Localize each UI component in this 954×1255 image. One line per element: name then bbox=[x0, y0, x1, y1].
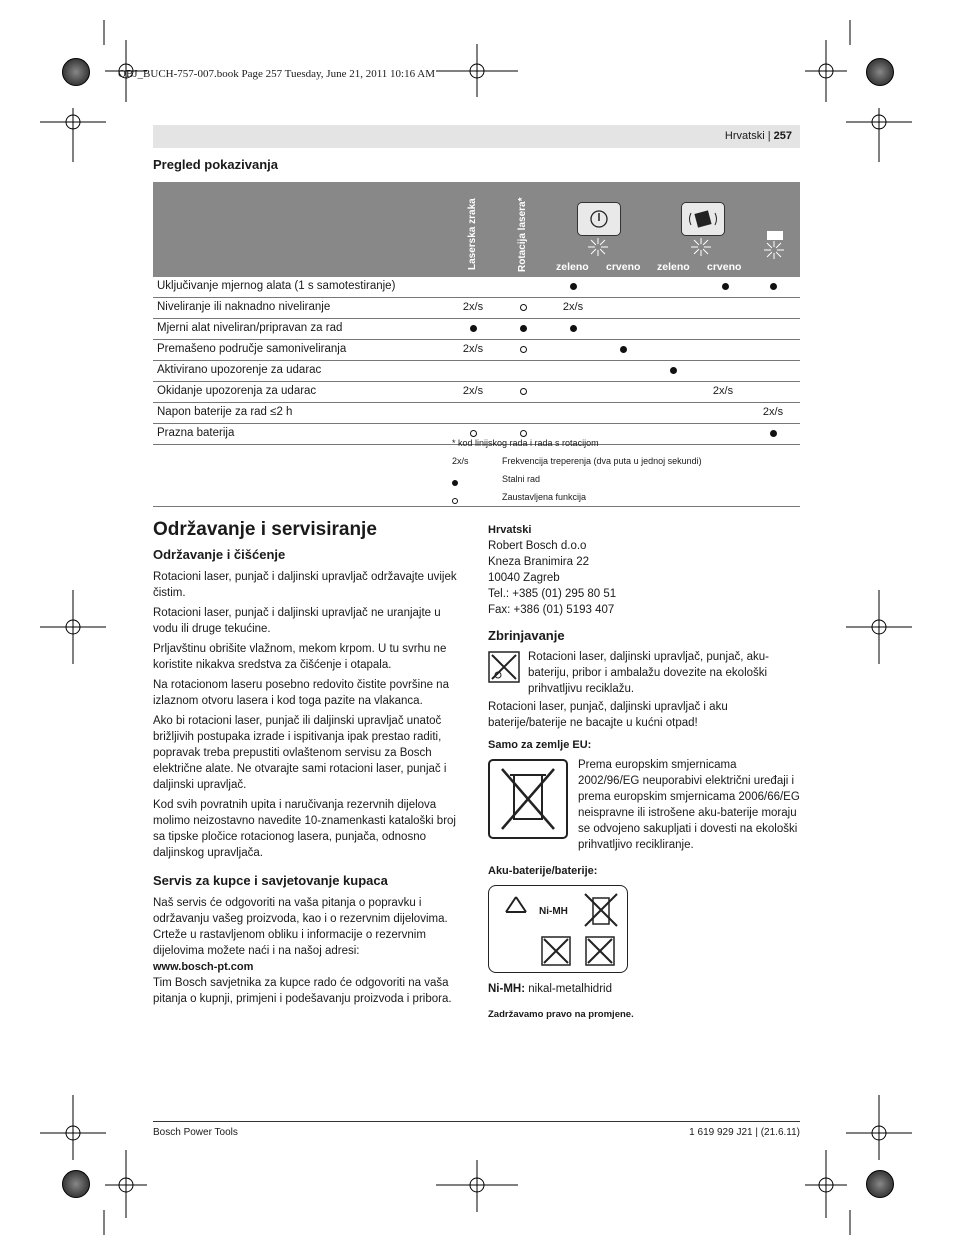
registration-mark-icon bbox=[866, 58, 894, 86]
page-header: Hrvatski | 257 bbox=[153, 125, 800, 148]
table-cell bbox=[753, 280, 793, 292]
table-footnote: * kod linijskog rada i rada s rotacijom bbox=[452, 438, 599, 448]
recycle-tools-icon bbox=[488, 651, 520, 683]
sub-header-green: zeleno bbox=[657, 261, 690, 273]
table-cell: 2x/s bbox=[462, 301, 484, 313]
row-label: Premašeno područje samoniveliranja bbox=[157, 343, 347, 355]
recycling-icon bbox=[497, 894, 535, 928]
indicator-on-icon bbox=[722, 283, 729, 290]
table-row bbox=[153, 340, 800, 361]
table-cell: 2x/s bbox=[562, 301, 584, 313]
footer-divider bbox=[153, 1121, 800, 1122]
row-label: Niveliranje ili naknadno niveliranje bbox=[157, 301, 331, 313]
table-cell: 2x/s bbox=[462, 385, 484, 397]
print-info: OBJ_BUCH-757-007.book Page 257 Tuesday, June 21, 2011 10:16 AM bbox=[118, 68, 435, 80]
footer-right: 1 619 929 J21 | (21.6.11) bbox=[689, 1127, 800, 1138]
paragraph: Kod svih povratnih upita i naručivanja rezervnih dijelova molimo neizostavno navedite 10-znamenkasti kataloški broj sa tipske pločice rotacionog lasera, punjača, odnosno daljinskog upravljača. bbox=[153, 799, 456, 859]
legend-symbol: 2x/s bbox=[452, 456, 469, 466]
table-cell bbox=[503, 343, 543, 355]
table-row bbox=[153, 382, 800, 403]
indicator-on-icon bbox=[520, 325, 527, 332]
paragraph: Rotacioni laser, daljinski upravljač, punjač, aku-bateriju, pribor i ambalažu dovezite na ekološki prihvatljivu reciklažu. bbox=[528, 651, 769, 695]
address-line: 10040 Zagreb bbox=[488, 572, 560, 584]
legend-symbol bbox=[452, 474, 458, 492]
table-row bbox=[153, 403, 800, 424]
section-title: Održavanje i servisiranje bbox=[153, 519, 377, 540]
page-number: 257 bbox=[773, 130, 792, 142]
indicator-on-icon bbox=[570, 325, 577, 332]
indicator-off-icon bbox=[520, 346, 527, 353]
led-glow-icon bbox=[587, 237, 609, 257]
table-header bbox=[153, 182, 800, 277]
subsection-title: Servis za kupce i savjetovanje kupaca bbox=[153, 873, 388, 888]
table-cell bbox=[453, 322, 493, 334]
row-label: Uključivanje mjernog alata (1 s samotestiranje) bbox=[157, 280, 396, 292]
address-line: Tel.: +385 (01) 295 80 51 bbox=[488, 588, 617, 600]
table-legend bbox=[153, 436, 800, 507]
header-language: Hrvatski bbox=[724, 130, 765, 142]
table-cell bbox=[503, 301, 543, 313]
paragraph: Rotacioni laser, punjač, daljinski upravljač i aku baterije/baterije ne bacajte u kućni otpad! bbox=[488, 701, 728, 729]
table-cell bbox=[503, 385, 543, 397]
no-fire-icon bbox=[541, 936, 571, 966]
indicator-on-icon bbox=[620, 346, 627, 353]
indicator-off-icon bbox=[520, 388, 527, 395]
table-cell: 2x/s bbox=[762, 406, 784, 418]
led-glow-icon bbox=[690, 237, 712, 257]
registration-mark-icon bbox=[62, 58, 90, 86]
battery-icon bbox=[767, 231, 783, 240]
indicator-on-icon bbox=[470, 325, 477, 332]
table-row bbox=[153, 298, 800, 319]
sub-header-green: zeleno bbox=[556, 261, 589, 273]
table-cell bbox=[553, 322, 593, 334]
table-row bbox=[153, 319, 800, 340]
crossed-bin-icon bbox=[581, 890, 621, 930]
table-cell: 2x/s bbox=[712, 385, 734, 397]
row-label: Napon baterije za rad ≤2 h bbox=[157, 406, 293, 418]
indicator-on-icon bbox=[570, 283, 577, 290]
address-line: Robert Bosch d.o.o bbox=[488, 540, 587, 552]
table-cell bbox=[503, 322, 543, 334]
sub-header-red: crveno bbox=[707, 261, 742, 273]
indicator-on-icon bbox=[770, 283, 777, 290]
col-header-laser-rotation: Rotacija lasera* bbox=[517, 197, 528, 272]
website-link[interactable]: www.bosch-pt.com bbox=[153, 961, 254, 973]
address-line: Kneza Branimira 22 bbox=[488, 556, 589, 568]
row-label: Aktivirano upozorenje za udarac bbox=[157, 364, 322, 376]
row-label: Prazna baterija bbox=[157, 427, 235, 439]
shock-warning-button-icon bbox=[681, 202, 725, 236]
led-glow-icon bbox=[763, 240, 785, 260]
indicator-on-icon bbox=[670, 367, 677, 374]
country-label: Hrvatski bbox=[488, 524, 532, 536]
no-water-icon bbox=[585, 936, 615, 966]
legend-text: Zaustavljena funkcija bbox=[502, 492, 587, 502]
subsection-title: Održavanje i čišćenje bbox=[153, 547, 286, 562]
registration-mark-icon bbox=[62, 1170, 90, 1198]
legend-text: Frekvencija treperenja (dva puta u jednoj sekundi) bbox=[502, 456, 702, 466]
registration-mark-icon bbox=[866, 1170, 894, 1198]
indicator-table-body bbox=[153, 277, 800, 445]
col-header-laser-beam: Laserska zraka bbox=[467, 198, 478, 270]
table-cell bbox=[653, 364, 693, 376]
paragraph: Prljavštinu obrišite vlažnom, mekom krpom. U tu svrhu ne koristite nikakva sredstva za čišćenje i otapala. bbox=[153, 643, 447, 671]
left-column bbox=[153, 519, 465, 1011]
battery-symbols bbox=[488, 885, 628, 973]
table-cell bbox=[603, 343, 643, 355]
indicator-off-icon bbox=[520, 304, 527, 311]
row-label: Mjerni alat niveliran/pripravan za rad bbox=[157, 322, 343, 334]
paragraph: Prema europskim smjernicama 2002/96/EG neuporabivi električni uređaji i prema europskim smjernicama 2006/66/EG neispravne ili istrošene aku-baterije moraju se odvojeno sakupljati i dovesti na ekološki prihvatljivo recikliranje. bbox=[578, 759, 800, 851]
row-label: Okidanje upozorenja za udarac bbox=[157, 385, 317, 397]
subsection-title: Zbrinjavanje bbox=[488, 628, 565, 643]
paragraph: Rotacioni laser, punjač i daljinski upravljač održavajte uvijek čistim. bbox=[153, 571, 457, 599]
table-title: Pregled pokazivanja bbox=[153, 157, 278, 172]
battery-label: Aku-baterije/baterije: bbox=[488, 865, 598, 877]
paragraph: Na rotacionom laseru posebno redovito čistite površine na izlaznom otvoru lasera i kod toga pazite na vlakanca. bbox=[153, 679, 449, 707]
reserve-note: Zadržavamo pravo na promjene. bbox=[488, 1009, 634, 1020]
table-row bbox=[153, 361, 800, 382]
power-button-icon bbox=[577, 202, 621, 236]
sub-header-red: crveno bbox=[606, 261, 641, 273]
right-column bbox=[488, 522, 800, 1023]
footer-left: Bosch Power Tools bbox=[153, 1127, 238, 1138]
nimh-definition: Ni-MH: nikal-metalhidrid bbox=[488, 983, 612, 995]
crossed-bin-icon bbox=[488, 759, 568, 839]
legend-text: Stalni rad bbox=[502, 474, 541, 484]
paragraph: Ako bi rotacioni laser, punjač ili daljinski upravljač unatoč brižljivih postupaka izrade i ispitivanja ipak prestao raditi, popravak treba prepustiti ovlaštenom servisu za Bosch električne alate. Ne otvarajte sami rotacioni laser, punjač i daljinski upravljač. bbox=[153, 715, 447, 791]
table-cell bbox=[705, 280, 745, 292]
legend-symbol bbox=[452, 492, 458, 510]
nimh-badge: Ni-MH bbox=[539, 906, 568, 917]
paragraph: Naš servis će odgovoriti na vaša pitanja o popravku i održavanju vašeg proizvoda, kao i o rezervnim dijelovima. Crteže u rastavljenom obliku i informacije o rezervnim dijelovima možete naći i na našoj adresi: bbox=[153, 897, 448, 957]
eu-label: Samo za zemlje EU: bbox=[488, 739, 592, 751]
table-row bbox=[153, 277, 800, 298]
table-cell bbox=[553, 280, 593, 292]
paragraph: Rotacioni laser, punjač i daljinski upravljač ne uranjajte u vodu ili druge tekućine. bbox=[153, 607, 441, 635]
address-line: Fax: +386 (01) 5193 407 bbox=[488, 604, 615, 616]
table-cell: 2x/s bbox=[462, 343, 484, 355]
paragraph: Tim Bosch savjetnika za kupce rado će odgovoriti na vaša pitanja o kupnji, primjeni i podešavanju proizvoda i pribora. bbox=[153, 977, 452, 1005]
